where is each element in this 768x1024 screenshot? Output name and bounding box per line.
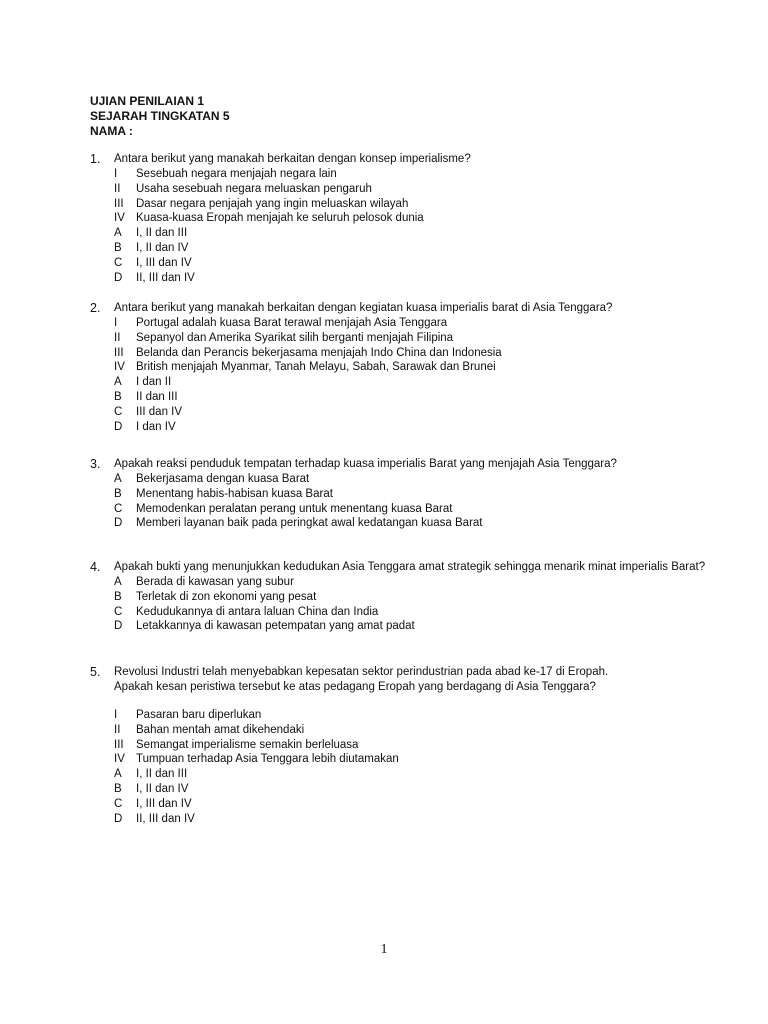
question-text-line-2: Apakah kesan peristiwa tersebut ke atas pedagang Eropah yang berdagang di Asia Tenggara? [114,681,596,693]
question-3 [90,457,617,531]
statement-text: Tumpuan terhadap Asia Tenggara lebih diutamakan [136,753,399,766]
question-text-line-1: Revolusi Industri telah menyebabkan kepesatan sektor perindustrian pada abad ke-17 di Eropah. [114,666,609,678]
question-1 [90,152,471,285]
answer-option [114,605,705,620]
statement-item [114,331,612,346]
page-number: 1 [380,942,388,957]
option-text: I, III dan IV [136,797,192,810]
question-number: 2. [90,301,101,315]
option-label: C [114,256,123,269]
option-text: Memberi layanan baik pada peringkat awal kedatangan kuasa Barat [136,517,483,530]
statement-label: III [114,346,124,359]
option-label: A [114,473,122,485]
statement-item [114,316,612,331]
statement-text: Sepanyol dan Amerika Syarikat silih berganti menjajah Filipina [136,331,454,344]
statement-text: Usaha sesebuah negara meluaskan pengaruh [136,182,372,195]
question-text: Apakah reaksi penduduk tempatan terhadap kuasa imperialis Barat yang menjajah Asia Tenggara? [114,458,617,470]
name-field-label: NAMA : [90,124,133,138]
statement-label: II [114,723,121,736]
option-label: B [114,590,122,603]
statement-item [114,211,471,226]
statement-text: Semangat imperialisme semakin berleluasa [136,738,359,751]
question-5 [90,665,608,826]
statement-item [114,708,608,723]
answer-option [114,487,617,502]
statement-label: III [114,197,124,210]
exam-title: UJIAN PENILAIAN 1 [90,94,205,108]
option-label: D [114,271,123,284]
option-text: II, III dan IV [136,812,195,825]
answer-options [114,375,612,434]
statement-item [114,360,612,375]
answer-options [114,575,705,634]
option-text: Memodenkan peralatan perang untuk menentang kuasa Barat [136,502,453,515]
question-stem [90,152,471,167]
option-label: D [114,812,123,825]
option-label: C [114,405,123,418]
answer-option [114,575,705,590]
option-text: I, II dan III [136,227,188,240]
statement-text: Bahan mentah amat dikehendaki [136,723,305,736]
answer-option [114,256,471,271]
question-number: 5. [90,665,101,679]
answer-option [114,420,612,435]
statement-label: IV [114,361,125,374]
statement-text: Portugal adalah kuasa Barat terawal menjajah Asia Tenggara [136,317,448,329]
statement-list [114,167,471,226]
question-stem [90,457,617,472]
answer-option [114,797,608,812]
statement-item [114,167,471,182]
answer-option [114,241,471,256]
option-text: I, II dan III [136,768,188,781]
statement-label: IV [114,212,125,225]
answer-option [114,472,617,487]
option-label: B [114,241,122,254]
question-stem [90,665,608,695]
statement-label: I [114,317,118,329]
answer-option [114,375,612,390]
answer-option [114,590,705,605]
question-number: 3. [90,457,101,471]
answer-options [114,472,617,531]
option-text: I dan II [136,376,172,389]
question-stem [90,301,612,316]
option-label: D [114,420,123,433]
option-text: Letakkannya di kawasan petempatan yang amat padat [136,620,415,633]
option-label: B [114,390,122,403]
option-label: D [114,517,123,530]
statement-item [114,346,612,361]
statement-item [114,738,608,753]
statement-text: Pasaran baru diperlukan [136,709,262,721]
option-text: Bekerjasama dengan kuasa Barat [136,473,310,485]
statement-label: I [114,168,118,180]
statement-text: Belanda dan Perancis bekerjasama menjajah Indo China dan Indonesia [136,346,502,359]
statement-text: Dasar negara penjajah yang ingin meluaskan wilayah [136,197,409,210]
subject-title: SEJARAH TINGKATAN 5 [90,109,230,123]
option-label: A [114,227,122,240]
option-text: I, II dan IV [136,241,189,254]
answer-options [114,226,471,285]
statement-item [114,723,608,738]
option-label: D [114,620,123,633]
exam-header [90,94,230,139]
option-text: Kedudukannya di antara laluan China dan India [136,605,379,618]
answer-option [114,782,608,797]
statement-label: III [114,738,124,751]
option-label: A [114,768,122,781]
option-label: C [114,605,123,618]
option-label: C [114,502,123,515]
option-text: I, II dan IV [136,782,189,795]
option-text: I dan IV [136,420,176,433]
answer-options [114,767,608,826]
statement-text: Kuasa-kuasa Eropah menjajah ke seluruh pelosok dunia [136,212,424,225]
option-text: Berada di kawasan yang subur [136,576,294,588]
answer-option [114,619,705,634]
statement-label: II [114,182,121,195]
option-text: Terletak di zon ekonomi yang pesat [136,590,317,603]
question-text: Antara berikut yang manakah berkaitan dengan konsep imperialisme? [114,153,471,165]
option-text: II dan III [136,390,178,403]
answer-option [114,502,617,517]
answer-option [114,812,608,827]
statement-text: Sesebuah negara menjajah negara lain [136,168,337,180]
question-number: 1. [90,152,101,166]
statement-item [114,182,471,197]
question-number: 4. [90,560,101,574]
statement-item [114,752,608,767]
question-stem [90,560,705,575]
option-label: B [114,487,122,500]
statement-label: II [114,331,121,344]
option-text: Menentang habis-habisan kuasa Barat [136,487,333,500]
option-label: C [114,797,123,810]
question-2 [90,301,612,434]
answer-option [114,271,471,286]
statement-list [114,316,612,375]
statement-item [114,197,471,212]
option-text: III dan IV [136,405,183,418]
answer-option [114,226,471,241]
option-text: II, III dan IV [136,271,195,284]
question-text: Antara berikut yang manakah berkaitan dengan kegiatan kuasa imperialis barat di Asia Tenggara? [114,302,613,314]
statement-text: British menjajah Myanmar, Tanah Melayu, Sabah, Sarawak dan Brunei [136,361,496,374]
question-text: Apakah bukti yang menunjukkan kedudukan Asia Tenggara amat strategik sehingga menarik minat imperialis Barat? [114,561,706,573]
blank-line [90,695,608,708]
statement-list [114,708,608,767]
statement-label: I [114,709,118,721]
option-label: A [114,576,122,588]
answer-option [114,516,617,531]
option-label: A [114,376,122,389]
answer-option [114,767,608,782]
option-label: B [114,782,122,795]
answer-option [114,390,612,405]
statement-label: IV [114,753,125,766]
question-4 [90,560,705,634]
option-text: I, III dan IV [136,256,192,269]
answer-option [114,405,612,420]
